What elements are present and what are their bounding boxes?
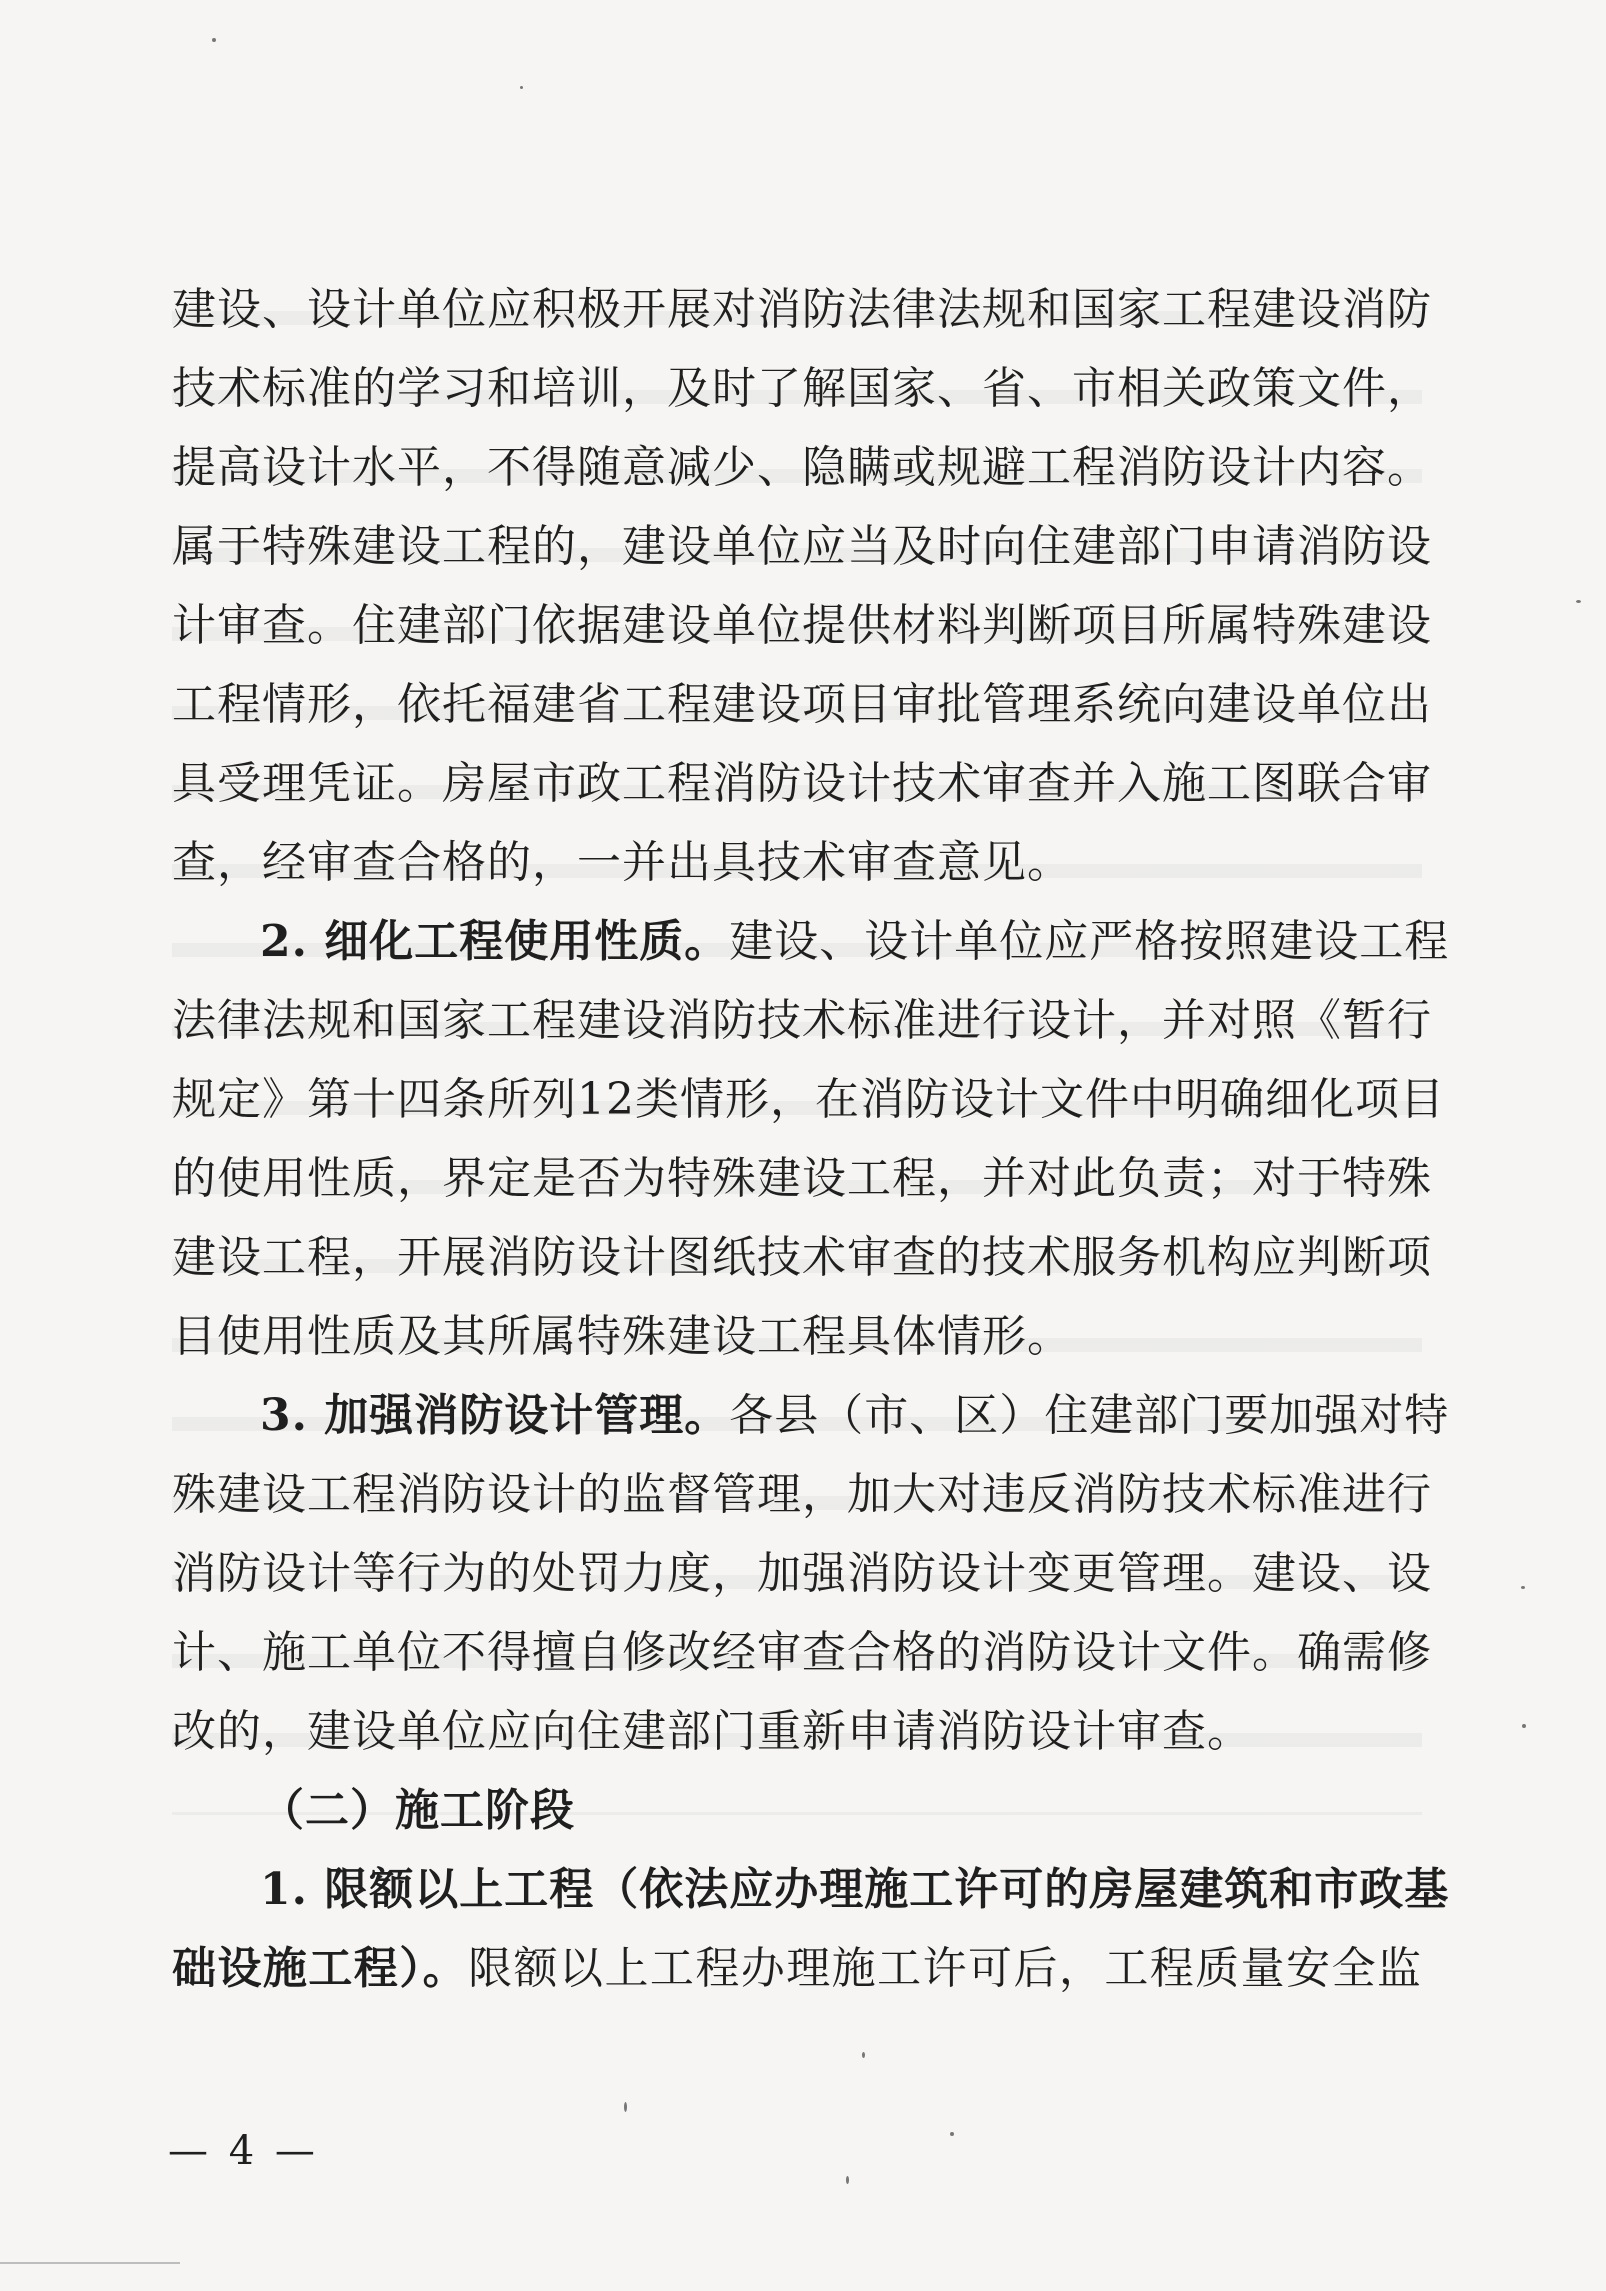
scan-speck [212, 38, 216, 42]
text-line: 改的，建设单位应向住建部门重新申请消防设计审查。 [172, 1706, 1252, 1757]
scan-speck [1522, 1724, 1526, 1728]
item-1-second-line [172, 1929, 1422, 2008]
text-line: 工程情形，依托福建省工程建设项目审批管理系统向建设单位出 [172, 679, 1432, 730]
text-line: 计、施工单位不得擅自修改经审查合格的消防设计文件。确需修 [172, 1627, 1432, 1678]
scan-speck [520, 86, 523, 89]
scan-speck [950, 2132, 954, 2136]
text-line: 技术标准的学习和培训，及时了解国家、省、市相关政策文件， [172, 363, 1432, 414]
item-1-heading-tail: 础设施工程）。 [172, 1943, 469, 1994]
text-line: 规定》第十四条所列12类情形，在消防设计文件中明确细化项目 [172, 1074, 1445, 1125]
scan-speck [1576, 600, 1581, 603]
item-3-heading: 3. 加强消防设计管理。 [260, 1390, 730, 1441]
text-line: 的使用性质，界定是否为特殊建设工程，并对此负责；对于特殊 [172, 1153, 1432, 1204]
text-line: 具受理凭证。房屋市政工程消防设计技术审查并入施工图联合审 [172, 758, 1432, 809]
item-2-first-line-text: 建设、设计单位应严格按照建设工程 [729, 916, 1450, 967]
item-3-first-line-text: 各县（市、区）住建部门要加强对特 [729, 1390, 1450, 1441]
bottom-edge-rule [0, 2262, 180, 2264]
text-line: 殊建设工程消防设计的监督管理，加大对违反消防技术标准进行 [172, 1469, 1432, 1520]
text-line: 建设、设计单位应积极开展对消防法律法规和国家工程建设消防 [172, 284, 1432, 335]
text-line: 建设工程，开展消防设计图纸技术审查的技术服务机构应判断项 [172, 1232, 1432, 1283]
page-number: — 4 — [168, 2128, 319, 2174]
item-2-heading: 2. 细化工程使用性质。 [260, 916, 730, 967]
text-line: 计审查。住建部门依据建设单位提供材料判断项目所属特殊建设 [172, 600, 1432, 651]
section-heading-construction: （二）施工阶段 [260, 1785, 575, 1836]
item-1-heading-line: 1. 限额以上工程（依法应办理施工许可的房屋建筑和市政基 [260, 1864, 1450, 1915]
item-1-second-line-text: 限额以上工程办理施工许可后，工程质量安全监 [468, 1943, 1423, 1994]
text-line: 目使用性质及其所属特殊建设工程具体情形。 [172, 1311, 1072, 1362]
item-3-first-line [172, 1376, 1450, 1455]
scan-speck [846, 2176, 849, 2184]
text-line: 属于特殊建设工程的，建设单位应当及时向住建部门申请消防设 [172, 521, 1432, 572]
scan-speck [1521, 1586, 1525, 1589]
text-line: 提高设计水平，不得随意减少、隐瞒或规避工程消防设计内容。 [172, 442, 1432, 493]
document-body [172, 270, 1450, 2008]
item-2-first-line [172, 902, 1450, 981]
text-line: 查，经审查合格的，一并出具技术审查意见。 [172, 837, 1072, 888]
scan-speck [624, 2102, 627, 2112]
scan-speck [862, 2052, 865, 2058]
text-line: 消防设计等行为的处罚力度，加强消防设计变更管理。建设、设 [172, 1548, 1432, 1599]
text-line: 法律法规和国家工程建设消防技术标准进行设计，并对照《暂行 [172, 995, 1432, 1046]
